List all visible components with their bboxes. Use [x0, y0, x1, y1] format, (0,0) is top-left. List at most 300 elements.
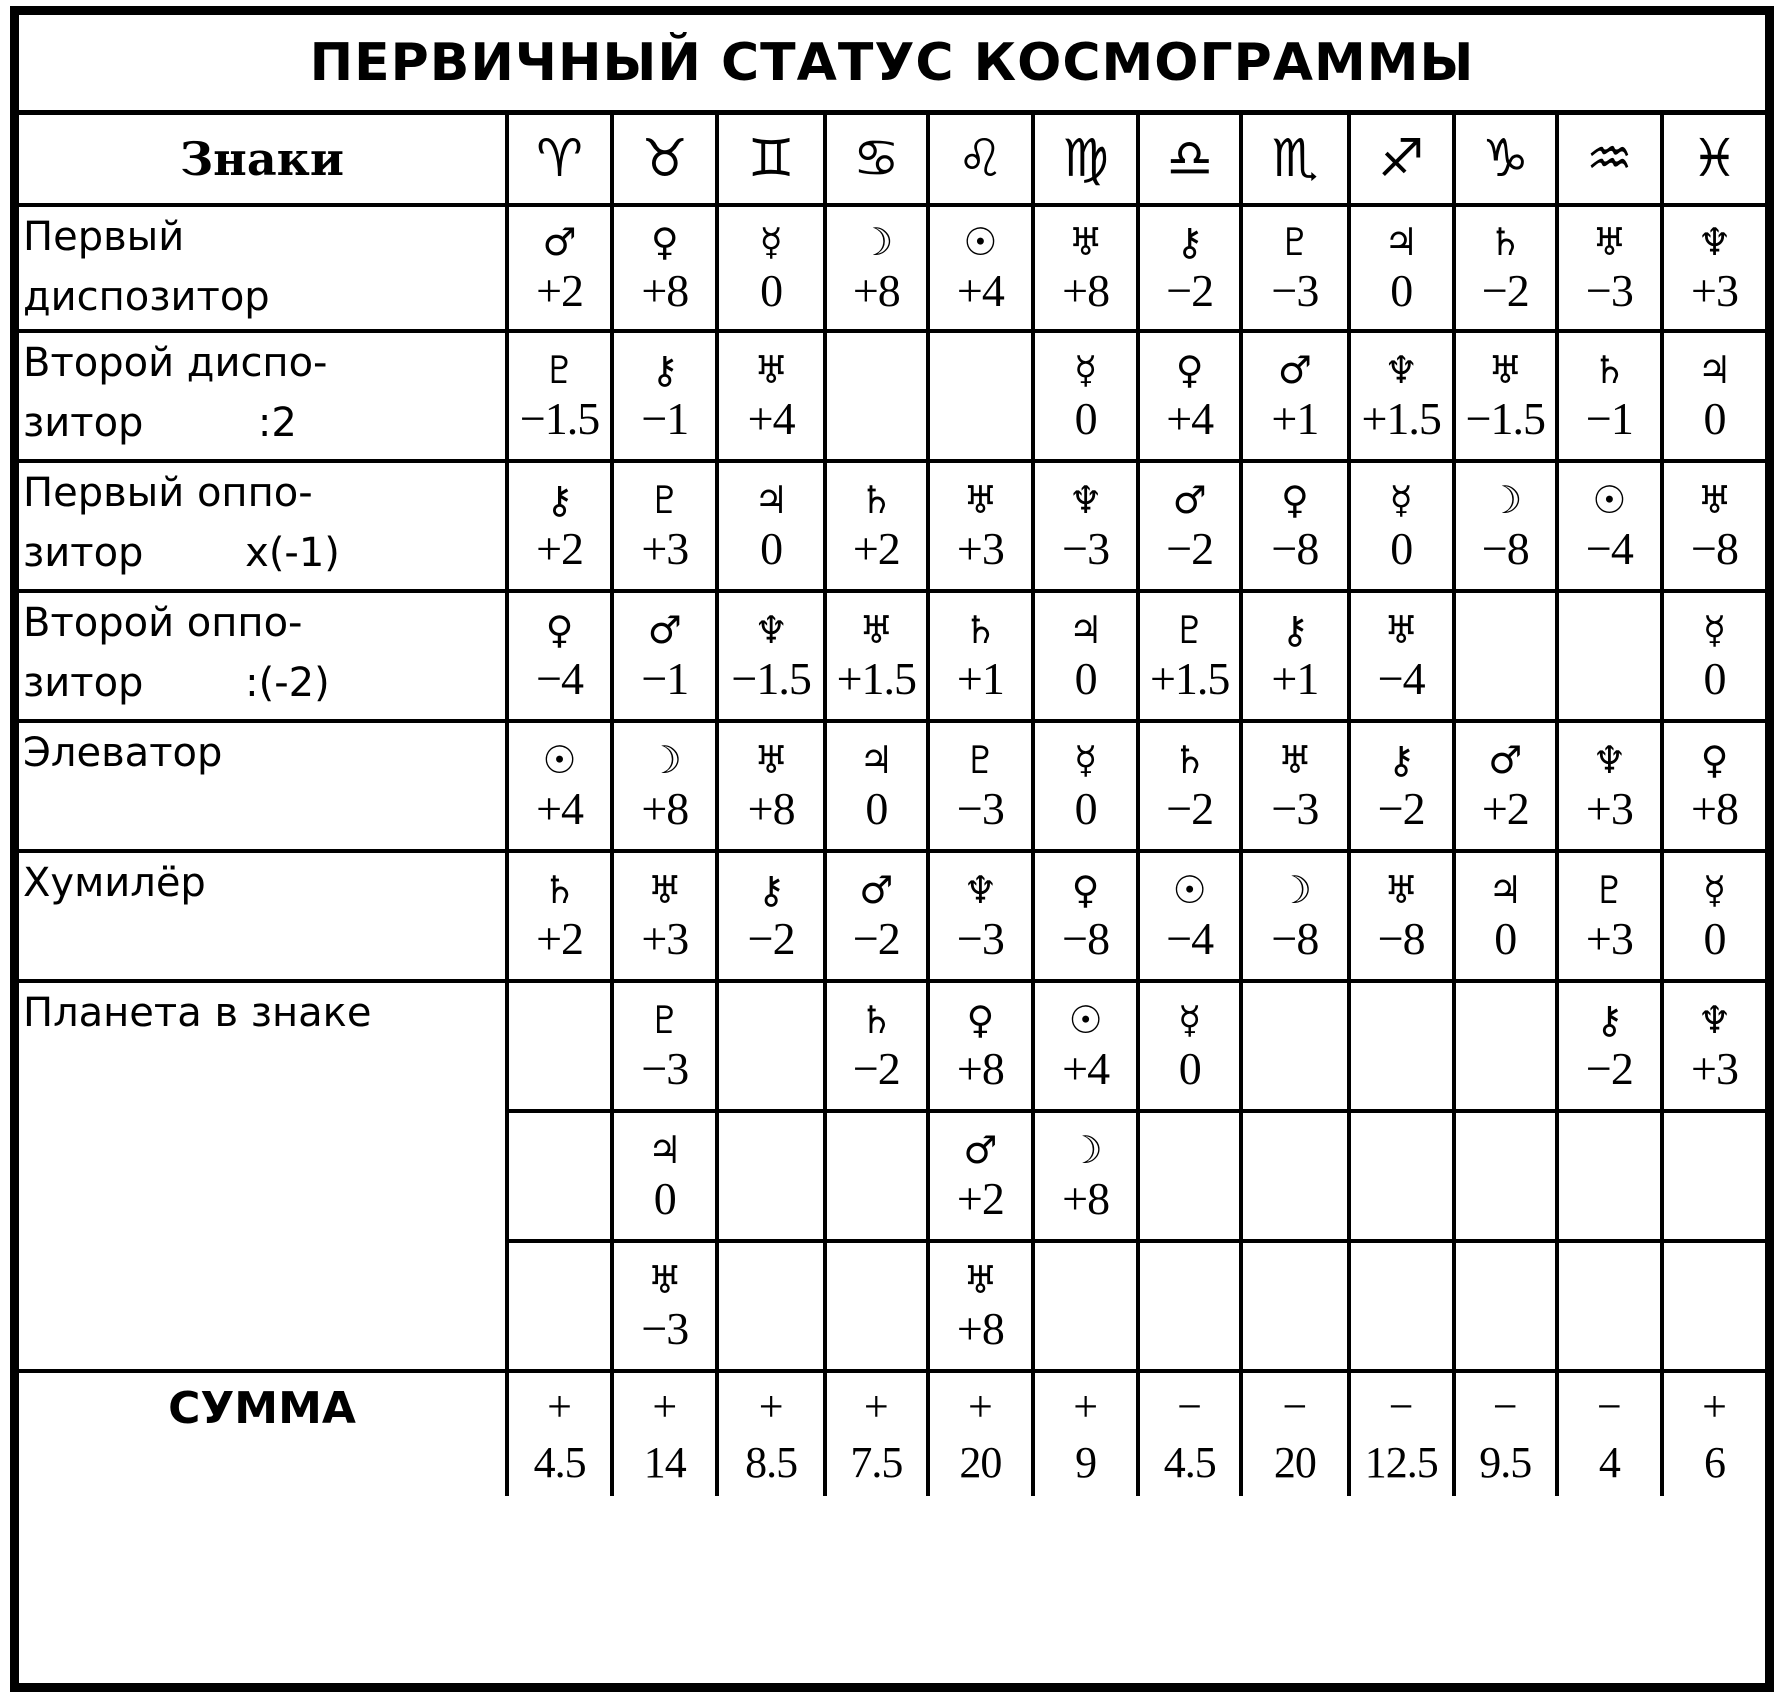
planet-icon: ♂ [1172, 478, 1207, 522]
sum-sign: + [863, 1381, 889, 1431]
score-value: +2 [536, 913, 584, 964]
planet-icon: ☿ [1702, 608, 1727, 652]
status-row [19, 851, 1765, 981]
sum-value: 4 [1598, 1437, 1620, 1487]
row-label: Первый диспозитор [19, 205, 507, 331]
value-cell [717, 461, 824, 591]
value-cell [1662, 591, 1765, 721]
sum-sign: − [1596, 1381, 1622, 1431]
score-value: 0 [653, 1173, 676, 1224]
row-label: Второй оппо- зитор :(-2) [19, 591, 507, 721]
sum-sign: + [1702, 1381, 1727, 1431]
zodiac-sign-icon: ♏ [1241, 115, 1348, 205]
value-cell [1557, 591, 1662, 721]
value-cell [1557, 981, 1662, 1111]
planet-icon: ☿ [1178, 998, 1202, 1042]
planet-icon: ♃ [859, 738, 894, 782]
value-cell [612, 851, 717, 981]
status-row [19, 331, 1765, 461]
value-cell [1662, 981, 1765, 1111]
zodiac-sign-icon: ♊ [717, 115, 824, 205]
sum-cell [1454, 1371, 1557, 1496]
sum-cell [928, 1371, 1033, 1496]
score-value: 0 [1390, 523, 1413, 574]
score-value: 0 [1703, 913, 1726, 964]
zodiac-sign-icon: ♋ [825, 115, 928, 205]
score-value: +1 [1271, 653, 1319, 704]
score-value: −2 [1166, 265, 1214, 316]
score-value: +3 [1691, 265, 1738, 316]
value-cell [1033, 851, 1138, 981]
status-row [19, 591, 1765, 721]
score-value: −4 [1377, 653, 1425, 704]
planet-icon: ☿ [1073, 348, 1098, 392]
sum-sign: − [1177, 1381, 1203, 1431]
value-cell [1662, 461, 1765, 591]
value-cell [1454, 1241, 1557, 1371]
score-value: −1 [641, 393, 689, 444]
score-value: 0 [760, 523, 783, 574]
planet-icon: ♆ [1697, 220, 1732, 264]
score-value: −3 [1271, 265, 1319, 316]
score-value: −3 [956, 783, 1004, 834]
sum-value: 9.5 [1479, 1437, 1532, 1487]
value-cell [1138, 981, 1241, 1111]
value-cell [507, 721, 612, 851]
planet-icon: ♇ [1592, 868, 1627, 912]
value-cell [1454, 591, 1557, 721]
zodiac-sign-icon: ♒ [1557, 115, 1662, 205]
score-value: +8 [1691, 783, 1738, 834]
value-cell [928, 1241, 1033, 1371]
sum-sign: + [758, 1381, 784, 1431]
value-cell [1138, 461, 1241, 591]
sum-label: СУММА [19, 1371, 507, 1496]
value-cell [1454, 205, 1557, 331]
sum-value: 20 [1273, 1437, 1316, 1487]
sum-sign: − [1492, 1381, 1518, 1431]
value-cell [928, 1111, 1033, 1241]
score-value: −1 [1585, 393, 1633, 444]
planet-icon: ♇ [647, 998, 682, 1042]
value-cell [1033, 331, 1138, 461]
planet-icon: ♅ [647, 1258, 682, 1302]
value-cell [1557, 461, 1662, 591]
score-value: −8 [1691, 523, 1738, 574]
value-cell [1033, 591, 1138, 721]
planet-icon: ⚷ [650, 348, 679, 392]
value-cell [1454, 1111, 1557, 1241]
planet-icon: ♂ [1277, 348, 1312, 392]
value-cell [1241, 1241, 1348, 1371]
planet-icon: ☽ [647, 738, 682, 782]
sum-cell [1662, 1371, 1765, 1496]
value-cell [1349, 1111, 1454, 1241]
score-value: +3 [1585, 913, 1633, 964]
planet-icon: ♅ [754, 738, 789, 782]
planet-icon: ♅ [1592, 220, 1627, 264]
planet-icon: ♆ [963, 868, 998, 912]
planet-icon: ♅ [1277, 738, 1312, 782]
planet-icon: ☿ [759, 220, 783, 264]
score-value: −2 [852, 1043, 900, 1094]
planet-icon: ♅ [647, 868, 682, 912]
score-value: +8 [1062, 265, 1110, 316]
score-value: +2 [536, 523, 584, 574]
value-cell [928, 721, 1033, 851]
row-label: Элеватор [19, 721, 507, 851]
value-cell [928, 461, 1033, 591]
value-cell [507, 331, 612, 461]
sum-sign: + [967, 1381, 993, 1431]
value-cell [1241, 851, 1348, 981]
sum-sign: − [1282, 1381, 1308, 1431]
value-cell [1349, 981, 1454, 1111]
score-value: 0 [760, 265, 783, 316]
score-value: −1.5 [731, 653, 811, 704]
score-value: +8 [956, 1303, 1004, 1354]
score-value: −2 [1377, 783, 1425, 834]
planet-icon: ♇ [1277, 220, 1312, 264]
value-cell [717, 1241, 824, 1371]
score-value: +4 [1166, 393, 1214, 444]
value-cell [1557, 205, 1662, 331]
score-value: +2 [852, 523, 900, 574]
value-cell [1557, 1241, 1662, 1371]
value-cell [1557, 331, 1662, 461]
status-row [19, 461, 1765, 591]
planet-icon: ☉ [1172, 868, 1207, 912]
planet-icon: ♀ [1175, 348, 1204, 392]
table-title: ПЕРВИЧНЫЙ СТАТУС КОСМОГРАММЫ [19, 15, 1765, 115]
score-value: −4 [536, 653, 584, 704]
value-cell [1662, 1111, 1765, 1241]
value-cell [612, 721, 717, 851]
score-value: −2 [1166, 783, 1214, 834]
score-value: +8 [956, 1043, 1004, 1094]
planet-icon: ♆ [754, 608, 789, 652]
score-value: −4 [1585, 523, 1633, 574]
score-value: +2 [956, 1173, 1004, 1224]
sum-value: 4.5 [533, 1437, 586, 1487]
value-cell [1349, 1241, 1454, 1371]
value-cell [825, 1111, 928, 1241]
score-value: −3 [1271, 783, 1319, 834]
score-value: 0 [1494, 913, 1517, 964]
sum-cell [1349, 1371, 1454, 1496]
value-cell [928, 981, 1033, 1111]
planet-icon: ♃ [1068, 608, 1103, 652]
value-cell [928, 851, 1033, 981]
planet-icon: ☿ [1389, 478, 1413, 522]
sum-cell [507, 1371, 612, 1496]
planet-icon: ⚷ [1387, 738, 1416, 782]
cosmogram-status-table [10, 6, 1774, 1692]
score-value: 0 [1703, 393, 1726, 444]
score-value: 0 [1178, 1043, 1201, 1094]
planet-icon: ♅ [1697, 478, 1732, 522]
sum-cell [1557, 1371, 1662, 1496]
value-cell [612, 461, 717, 591]
planet-icon: ♆ [1384, 348, 1419, 392]
score-value: −8 [1377, 913, 1425, 964]
zodiac-sign-icon: ♍ [1033, 115, 1138, 205]
value-cell [1138, 851, 1241, 981]
score-value: −2 [852, 913, 900, 964]
score-value: 0 [1074, 783, 1097, 834]
sum-cell [825, 1371, 928, 1496]
score-value: +1.5 [1149, 653, 1230, 704]
value-cell [717, 721, 824, 851]
sum-cell [1241, 1371, 1348, 1496]
value-cell [1349, 331, 1454, 461]
value-cell [1241, 461, 1348, 591]
value-cell [1033, 981, 1138, 1111]
value-cell [825, 981, 928, 1111]
row-label: Хумилёр [19, 851, 507, 981]
score-value: +3 [641, 523, 689, 574]
score-value: −3 [1062, 523, 1110, 574]
planet-icon: ♄ [963, 608, 998, 652]
value-cell [1349, 461, 1454, 591]
planet-icon: ⚷ [1175, 220, 1204, 264]
score-value: −2 [747, 913, 795, 964]
score-value: +1 [1271, 393, 1319, 444]
planet-icon: ♅ [1488, 348, 1523, 392]
zodiac-sign-icon: ♎ [1138, 115, 1241, 205]
planet-icon: ♅ [754, 348, 789, 392]
planet-icon: ☉ [542, 738, 577, 782]
value-cell [1033, 1241, 1138, 1371]
value-cell [1454, 461, 1557, 591]
value-cell [1454, 721, 1557, 851]
value-cell [507, 851, 612, 981]
value-cell [1138, 591, 1241, 721]
planet-icon: ♄ [1488, 220, 1523, 264]
planet-icon: ♃ [1384, 220, 1419, 264]
planet-icon: ☽ [1068, 1128, 1103, 1172]
sum-sign: − [1388, 1381, 1414, 1431]
value-cell [1662, 331, 1765, 461]
status-row [19, 205, 1765, 331]
planet-icon: ☿ [1073, 738, 1098, 782]
zodiac-sign-icon: ♓ [1662, 115, 1765, 205]
score-value: −1 [641, 653, 689, 704]
value-cell [825, 461, 928, 591]
value-cell [1033, 721, 1138, 851]
value-cell [507, 461, 612, 591]
planet-icon: ♂ [963, 1128, 998, 1172]
value-cell [1557, 721, 1662, 851]
planet-icon: ♄ [1592, 348, 1627, 392]
value-cell [1454, 851, 1557, 981]
signs-header-label: Знаки [19, 115, 507, 205]
score-value: +3 [956, 523, 1004, 574]
value-cell [1454, 331, 1557, 461]
planet-icon: ♆ [1697, 998, 1732, 1042]
sum-cell [1138, 1371, 1241, 1496]
planet-icon: ♀ [650, 220, 679, 264]
value-cell [612, 591, 717, 721]
value-cell [1454, 981, 1557, 1111]
score-value: +2 [1481, 783, 1529, 834]
planet-icon: ♃ [1697, 348, 1732, 392]
planet-icon: ♅ [1384, 868, 1419, 912]
value-cell [507, 1111, 612, 1241]
planet-icon: ♃ [754, 478, 789, 522]
zodiac-sign-icon: ♈ [507, 115, 612, 205]
sum-value: 9 [1075, 1437, 1097, 1487]
value-cell [1241, 205, 1348, 331]
value-cell [1138, 721, 1241, 851]
value-cell [825, 721, 928, 851]
planet-icon: ☉ [1592, 478, 1627, 522]
planet-icon: ♄ [859, 478, 894, 522]
sum-value: 20 [959, 1437, 1002, 1487]
score-value: +4 [956, 265, 1004, 316]
planet-icon: ♀ [545, 608, 574, 652]
planet-icon: ♇ [1172, 608, 1207, 652]
value-cell [507, 205, 612, 331]
planet-icon: ♄ [1172, 738, 1207, 782]
status-grid [19, 115, 1765, 1496]
value-cell [1138, 331, 1241, 461]
sum-value: 4.5 [1163, 1437, 1216, 1487]
value-cell [825, 205, 928, 331]
value-cell [1033, 461, 1138, 591]
sum-cell [1033, 1371, 1138, 1496]
score-value: 0 [865, 783, 888, 834]
sum-cell [612, 1371, 717, 1496]
zodiac-sign-icon: ♑ [1454, 115, 1557, 205]
score-value: +8 [641, 265, 689, 316]
planet-icon: ♆ [1592, 738, 1627, 782]
score-value: −8 [1481, 523, 1529, 574]
planet-icon: ⚷ [1595, 998, 1624, 1042]
value-cell [1557, 851, 1662, 981]
value-cell [612, 205, 717, 331]
value-cell [825, 331, 928, 461]
value-cell [612, 331, 717, 461]
zodiac-sign-icon: ♉ [612, 115, 717, 205]
value-cell [612, 1241, 717, 1371]
score-value: −3 [956, 913, 1004, 964]
planet-icon: ♄ [859, 998, 894, 1042]
value-cell [507, 981, 612, 1111]
score-value: +4 [747, 393, 795, 444]
zodiac-sign-icon: ♐ [1349, 115, 1454, 205]
planet-icon: ♂ [647, 608, 682, 652]
planet-icon: ♀ [1700, 738, 1729, 782]
score-value: −1.5 [1465, 393, 1546, 444]
value-cell [717, 331, 824, 461]
score-value: 0 [1074, 653, 1097, 704]
value-cell [1662, 851, 1765, 981]
score-value: +8 [747, 783, 795, 834]
sum-value: 12.5 [1364, 1437, 1438, 1487]
sum-sign: + [547, 1381, 572, 1431]
value-cell [1241, 591, 1348, 721]
score-value: 0 [1390, 265, 1413, 316]
score-value: −3 [641, 1303, 689, 1354]
score-value: +8 [641, 783, 689, 834]
value-cell [717, 205, 824, 331]
sum-value: 6 [1703, 1437, 1725, 1487]
planet-icon: ♅ [963, 1258, 998, 1302]
score-value: +2 [536, 265, 584, 316]
score-value: 0 [1074, 393, 1097, 444]
value-cell [1557, 1111, 1662, 1241]
planet-icon: ♇ [963, 738, 998, 782]
planet-icon: ☽ [859, 220, 894, 264]
value-cell [1241, 981, 1348, 1111]
sum-value: 8.5 [745, 1437, 798, 1487]
value-cell [717, 591, 824, 721]
planet-icon: ♀ [1280, 478, 1309, 522]
value-cell [507, 591, 612, 721]
zodiac-sign-icon: ♌ [928, 115, 1033, 205]
planet-icon: ♂ [859, 868, 894, 912]
row-label: Второй диспо- зитор :2 [19, 331, 507, 461]
value-cell [612, 1111, 717, 1241]
value-cell [717, 851, 824, 981]
planet-icon: ☉ [1068, 998, 1103, 1042]
planet-icon: ♇ [542, 348, 577, 392]
value-cell [1662, 721, 1765, 851]
value-cell [1033, 1111, 1138, 1241]
row-label: Первый оппо- зитор x(-1) [19, 461, 507, 591]
value-cell [717, 981, 824, 1111]
planet-icon: ♄ [542, 868, 577, 912]
score-value: +4 [536, 783, 584, 834]
planet-in-sign-row [19, 981, 1765, 1111]
planet-icon: ♅ [1068, 220, 1103, 264]
score-value: −2 [1166, 523, 1214, 574]
value-cell [1662, 205, 1765, 331]
planet-icon: ☽ [1277, 868, 1312, 912]
planet-icon: ♀ [1071, 868, 1100, 912]
planet-icon: ♇ [647, 478, 682, 522]
sum-row [19, 1371, 1765, 1496]
value-cell [1662, 1241, 1765, 1371]
score-value: +4 [1062, 1043, 1110, 1094]
planet-icon: ♅ [963, 478, 998, 522]
value-cell [1138, 1241, 1241, 1371]
value-cell [1349, 205, 1454, 331]
value-cell [1241, 331, 1348, 461]
status-row [19, 721, 1765, 851]
value-cell [928, 331, 1033, 461]
planet-icon: ☉ [963, 220, 998, 264]
planet-icon: ♂ [1488, 738, 1523, 782]
score-value: 0 [1703, 653, 1726, 704]
value-cell [825, 591, 928, 721]
sum-sign: + [1073, 1381, 1099, 1431]
value-cell [1241, 1111, 1348, 1241]
score-value: −8 [1062, 913, 1110, 964]
value-cell [1349, 851, 1454, 981]
score-value: −8 [1271, 523, 1319, 574]
planet-icon: ♀ [966, 998, 995, 1042]
score-value: +3 [641, 913, 689, 964]
score-value: −2 [1585, 1043, 1633, 1094]
planet-icon: ☿ [1702, 868, 1727, 912]
value-cell [717, 1111, 824, 1241]
sum-sign: + [652, 1381, 678, 1431]
planet-icon: ♃ [647, 1128, 682, 1172]
value-cell [1241, 721, 1348, 851]
header-row [19, 115, 1765, 205]
